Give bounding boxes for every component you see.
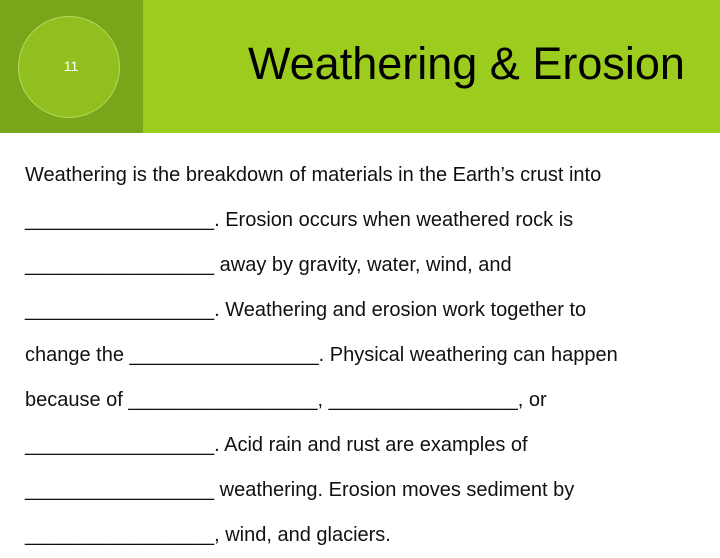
slide-number: 11: [63, 58, 79, 74]
body-line-1: Weathering is the breakdown of materials in the Earth’s crust into: [25, 164, 602, 186]
slide-title: Weathering & Erosion: [248, 38, 685, 89]
body-line-2: _________________. Erosion occurs when weathered rock is: [25, 209, 574, 231]
body-line-4: _________________. Weathering and erosion work together to: [25, 299, 587, 321]
body-line-7: _________________. Acid rain and rust are examples of: [25, 434, 528, 456]
body-line-9: _________________, wind, and glaciers.: [25, 524, 391, 546]
body-line-3: _________________ away by gravity, water, wind, and: [25, 254, 512, 276]
slide-body: [25, 153, 705, 558]
body-line-5: change the _________________. Physical weathering can happen: [25, 344, 618, 366]
body-line-8: _________________ weathering. Erosion moves sediment by: [25, 479, 575, 501]
body-line-6: because of _________________, _________________, or: [25, 389, 547, 411]
